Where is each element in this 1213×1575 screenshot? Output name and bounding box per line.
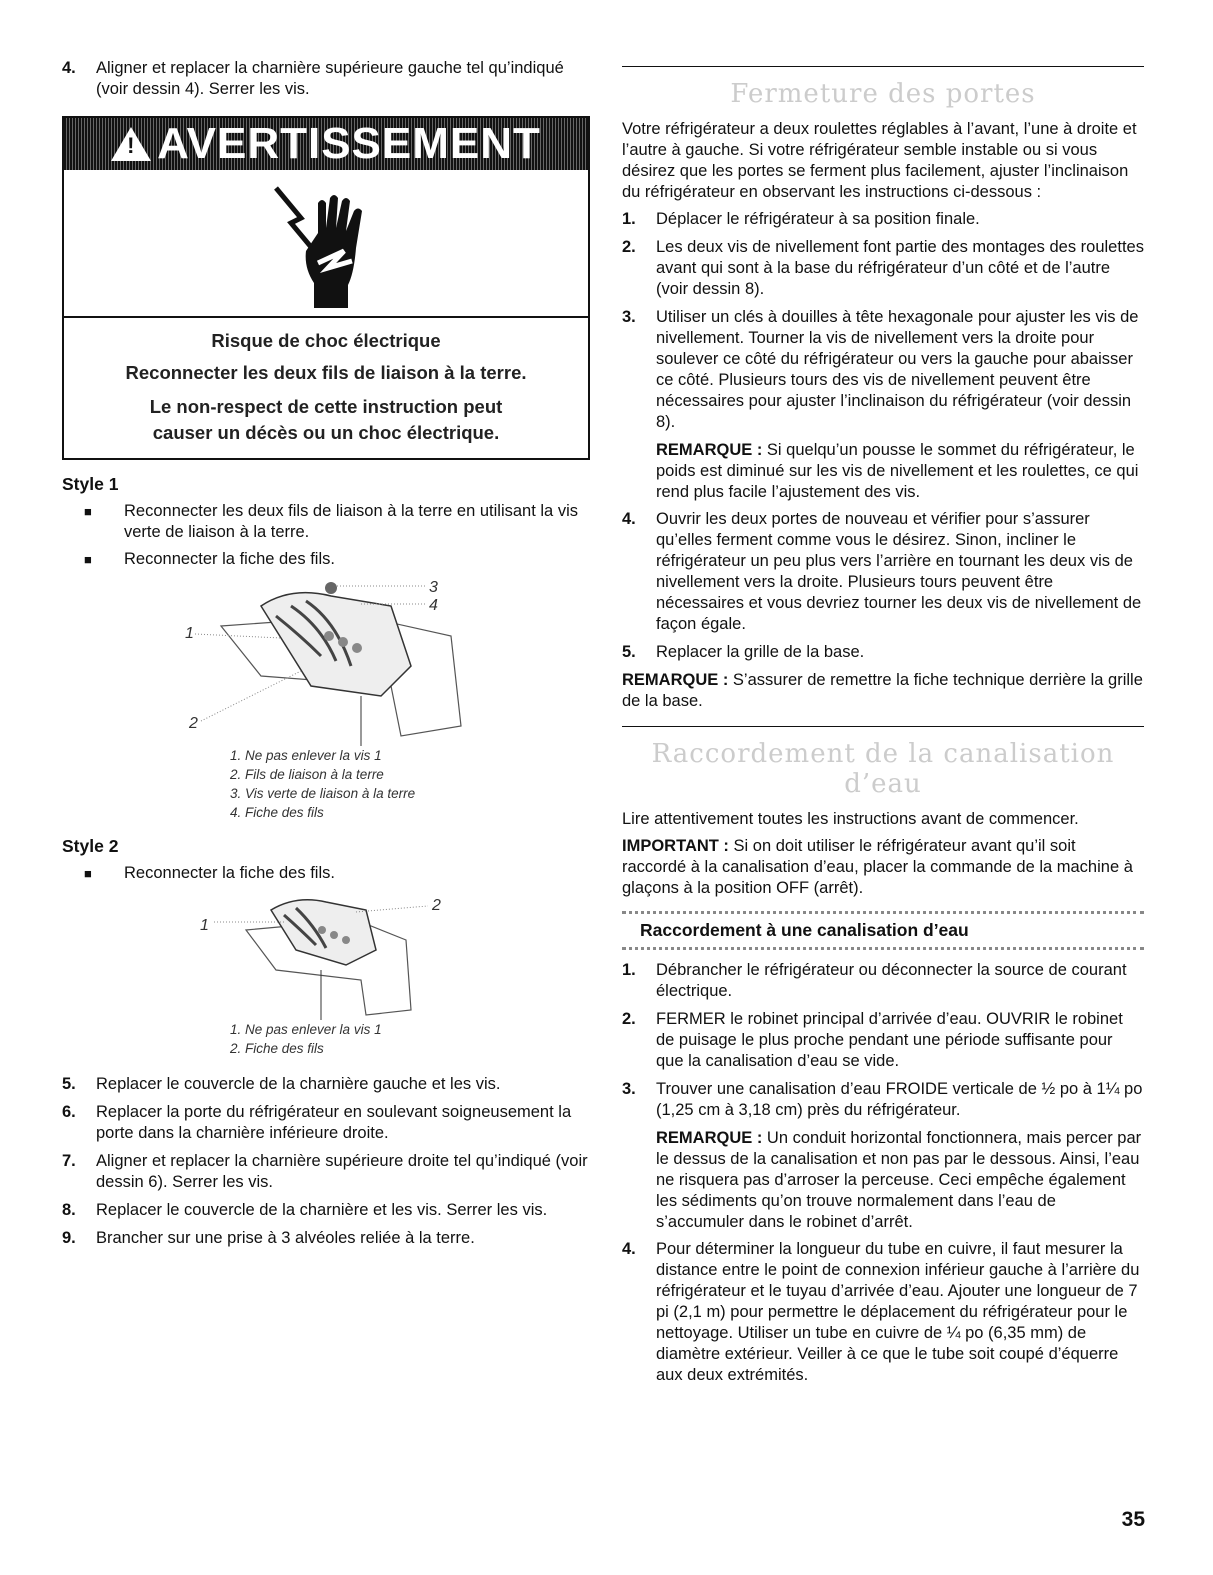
w-step-4: 4. Pour déterminer la longueur du tube en cuivre, il faut mesurer la distance entre le point de connexion inférieur gauche à l’arrière du réfrigérateur et le tuyau d’arrivée d’eau. Ajouter une longueur de 7 pi (2,1 m) pour permettre le déplacement du réfrigérateur pour le nettoyage. Utiliser un tube en cuivre de ¼ po (6,35 mm) de diamètre extérieur. Veiller à ce que le tube soit coupé d’équerre aux deux extrémités. [622,1240,1140,1384]
callout-2: 2 [432,897,441,914]
style1-diagram [161,576,491,746]
warning-hazard: Risque de choc électrique [211,330,441,351]
subheading-water-connection: Raccordement à une canalisation d’eau [622,911,1144,950]
step-4 [62,58,590,100]
warning-instruction: Reconnecter les deux fils de liaison à la terre. [125,362,527,383]
callout-2: 2 [189,715,198,732]
w-step-3: 3. Trouver une canalisation d’eau FROIDE verticale de ½ po à 1¼ po (1,25 cm à 3,18 cm) près du réfrigérateur. [622,1080,1143,1119]
style1-heading: Style 1 [62,474,119,494]
style1-caption-2: 2. Fils de liaison à la terre [230,767,384,782]
w-step-2: 2. FERMER le robinet principal d’arrivée d’eau. OUVRIR le robinet de puisage le plus proche pendant une période suffisante pour que la canalisation d’eau se vide. [622,1010,1123,1070]
section1-intro: Votre réfrigérateur a deux roulettes réglables à l’avant, l’une à droite et l’autre à gauche. Si votre réfrigérateur semble instable ou si vous désirez que les portes se ferment plus facilement, ajuster l’inclinaison du réfrigérateur en observant les instructions ci-dessous : [622,120,1137,201]
bullet-icon: ■ [84,866,92,881]
step-6: 6. Replacer la porte du réfrigérateur en soulevant soigneusement la porte dans la charnière inférieure droite. [62,1103,572,1142]
r-step-3: 3. Utiliser un clés à douilles à tête hexagonale pour ajuster les vis de nivellement. Tourner la vis de nivellement vers la droite pour soulever ce côté du réfrigérateur ou vers la gauche pour abaisser ce côté. Plusieurs tours des vis de nivellement peuvent être nécessaires pour ajuster l’inclinaison du réfrigérateur (voir dessin 8). [622,308,1139,431]
bullet-icon: ■ [84,504,92,519]
callout-3: 3 [429,579,438,596]
section1-remark-2: REMARQUE : S’assurer de remettre la fiche technique derrière la grille de la base. [622,671,1143,710]
step-number: 4. [62,59,76,77]
r-step-4: 4. Ouvrir les deux portes de nouveau et vérifier pour s’assurer qu’elles ferment comme vous le désirez. Sinon, incliner le réfrigérateur un peu plus vers l’arrière en tournant les deux vis de nivellement vers la droite. Plusieurs tours peuvent être nécessaires et vous devriez tourner les deux vis de nivellement de façon égale. [622,510,1142,633]
r-step-1: 1. Déplacer le réfrigérateur à sa position finale. [622,210,980,228]
left-column [62,58,590,1256]
section-title-water-line: Raccordement de la canalisation d’eau [651,739,1115,799]
warning-title: AVERTISSEMENT [157,119,541,168]
callout-1: 1 [185,625,194,642]
section2-important: IMPORTANT : Si on doit utiliser le réfrigérateur avant qu’il soit raccordé à la canalisation d’eau, placer la commande de la machine à glaçons à la position OFF (arrêt). [622,837,1133,897]
style2-heading: Style 2 [62,836,119,856]
step-text: Aligner et replacer la charnière supérieure gauche tel qu’indiqué (voir dessin 4). Serrer les vis. [96,59,564,98]
warning-banner [64,118,588,170]
style2-diagram [196,890,456,1020]
step-9: 9. Brancher sur une prise à 3 alvéoles reliée à la terre. [62,1229,475,1247]
page-number: 35 [1121,1508,1145,1531]
style2-caption-1: 1. Ne pas enlever la vis 1 [230,1022,382,1037]
warning-text [64,318,588,458]
style1-bullet-1: ■ Reconnecter les deux fils de liaison à la terre en utilisant la vis verte de liaison à la terre. [84,502,578,541]
style2-caption-2: 2. Fiche des fils [230,1041,324,1056]
warning-consequence-2: causer un décès ou un choc électrique. [152,422,500,443]
section2-intro: Lire attentivement toutes les instructions avant de commencer. [622,810,1079,828]
section-divider [622,726,1144,727]
callout-1: 1 [200,917,209,934]
section1-remark: REMARQUE : Si quelqu’un pousse le sommet du réfrigérateur, le poids est diminué sur les vis de nivellement et les roulettes, ce qui rend plus facile l’ajustement des vis. [656,441,1139,501]
step-8: 8. Replacer le couvercle de la charnière et les vis. Serrer les vis. [62,1201,548,1219]
style1-bullet-2: ■ Reconnecter la fiche des fils. [84,550,335,568]
step-5: 5. Replacer le couvercle de la charnière gauche et les vis. [62,1075,501,1093]
section-divider [622,66,1144,67]
warning-box [62,116,590,460]
r-step-2: 2. Les deux vis de nivellement font partie des montages des roulettes avant qui sont à la base du réfrigérateur d’un côté et de l’autre (voir dessin 8). [622,238,1144,298]
callout-4: 4 [429,597,438,614]
section-title-door-closing: Fermeture des portes [730,79,1036,109]
step-7: 7. Aligner et replacer la charnière supérieure droite tel qu’indiqué (voir dessin 6). Serrer les vis. [62,1152,588,1191]
right-column [622,58,1144,1393]
r-step-5: 5. Replacer la grille de la base. [622,643,865,661]
section2-remark: REMARQUE : Un conduit horizontal fonctionnera, mais percer par le dessus de la canalisation et non pas par le dessous. Ainsi, l’eau ne risquera pas d’arroser la perceuse. Ceci empêche également les sédiments qu’on trouve normalement dans l’eau de s’accumuler dans le robinet d’arrêt. [656,1129,1142,1231]
style1-caption-3: 3. Vis verte de liaison à la terre [230,786,416,801]
style1-caption-1: 1. Ne pas enlever la vis 1 [230,748,382,763]
warning-triangle-icon: ! [111,127,151,161]
bullet-icon: ■ [84,552,92,567]
style2-bullet-1: ■ Reconnecter la fiche des fils. [84,864,335,882]
electric-shock-hand-icon [64,170,588,318]
w-step-1: 1. Débrancher le réfrigérateur ou déconnecter la source de courant électrique. [622,961,1127,1000]
warning-consequence-1: Le non-respect de cette instruction peut [149,396,503,417]
style1-caption-4: 4. Fiche des fils [230,805,324,820]
